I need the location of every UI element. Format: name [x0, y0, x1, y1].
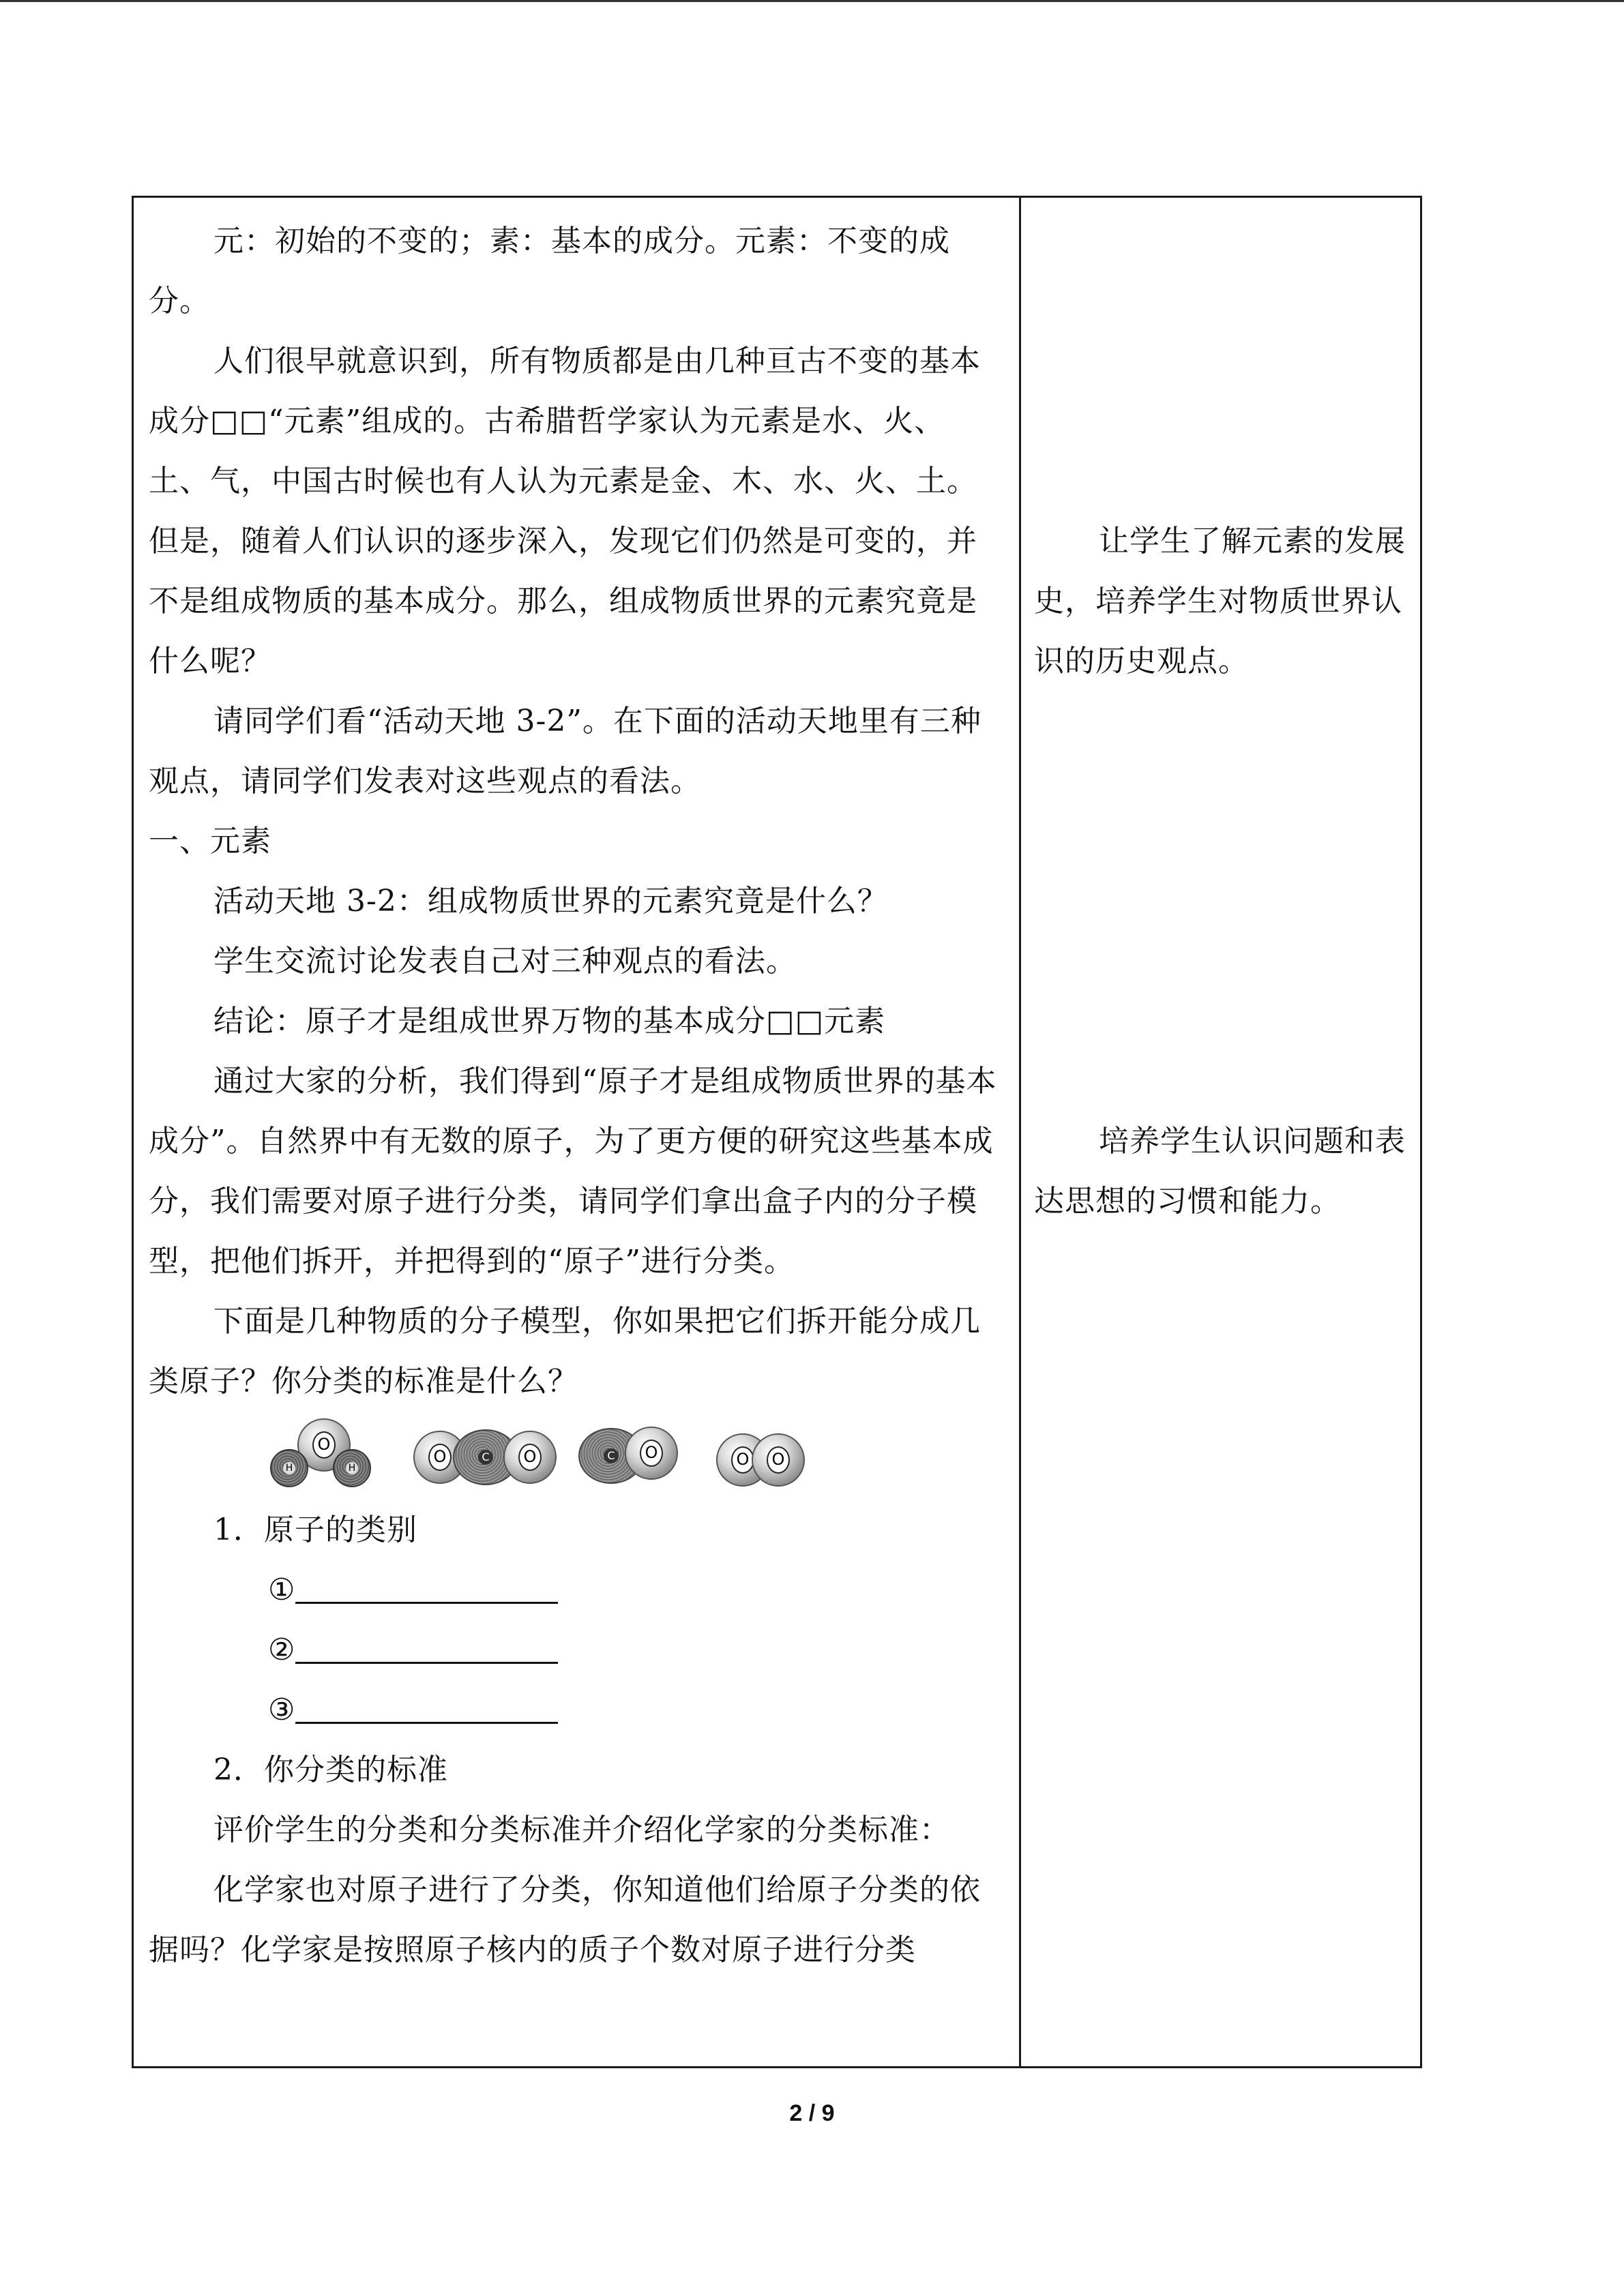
paragraph-activity-intro: 请同学们看“活动天地 3-2”。在下面的活动天地里有三种观点，请同学们发表对这些观点的看法。 [149, 704, 981, 799]
student-discussion: 学生交流讨论发表自己对三种观点的看法。 [213, 944, 797, 979]
activity-title: 活动天地 3-2：组成物质世界的元素究竟是什么？ [213, 884, 888, 919]
oxygen-atom: O [716, 1433, 769, 1487]
fill-in-blank[interactable] [295, 1688, 558, 1724]
paragraph-evaluation: 评价学生的分类和分类标准并介绍化学家的分类标准： [213, 1813, 950, 1847]
item-atom-categories: 1．原子的类别 [213, 1512, 417, 1547]
oxygen-atom: O [413, 1431, 467, 1484]
item-classification-standard: 2．你分类的标准 [213, 1753, 448, 1787]
oxygen-atom: O [297, 1418, 351, 1472]
blank-line: ① [149, 1560, 1005, 1620]
paragraph-atom-classification: 通过大家的分析，我们得到“原子才是组成物质世界的基本成分”。自然界中有无数的原子，为了更方便的研究这些基本成分，我们需要对原子进行分类，请同学们拿出盒子内的分子模型，把他们拆开，并把得到的“原子”进行分类。 [149, 1064, 997, 1279]
top-border-line [0, 0, 1624, 2]
paragraph-element-history: 人们很早就意识到，所有物质都是由几种亘古不变的基本成分□□“元素”组成的。古希腊哲学家认为元素是水、火、土、气，中国古时候也有人认为元素是金、木、水、火、土。但是，随着人们认识的逐步深入，发现它们仍然是可变的，并不是组成物质的基本成分。那么，组成物质世界的元素究竟是什么呢？ [149, 344, 981, 679]
intent-history: 让学生了解元素的发展史，培养学生对物质世界认识的历史观点。 [1034, 524, 1406, 679]
oxygen-atom: O [752, 1433, 805, 1487]
column-divider [1019, 198, 1021, 2066]
section-heading-element: 一、元素 [149, 824, 271, 859]
teaching-content-column [149, 211, 1005, 1980]
page-number: 2 / 9 [789, 2100, 835, 2126]
molecule-models-figure [244, 1412, 1005, 1500]
hydrogen-atom: H [333, 1449, 371, 1487]
fill-in-blank[interactable] [295, 1628, 558, 1664]
intent-expression: 培养学生认识问题和表达思想的习惯和能力。 [1034, 1124, 1406, 1219]
paragraph-molecule-question: 下面是几种物质的分子模型，你如果把它们拆开能分成几类原子？你分类的标准是什么？ [149, 1304, 981, 1399]
blank-line: ③ [149, 1680, 1005, 1740]
hydrogen-atom: H [270, 1449, 308, 1487]
fill-in-blank[interactable] [295, 1568, 558, 1604]
carbon-atom: C [578, 1428, 644, 1484]
lesson-table [132, 196, 1422, 2068]
oxygen-atom: O [625, 1427, 678, 1480]
blank-line: ② [149, 1620, 1005, 1680]
paragraph-chemist-classification: 化学家也对原子进行了分类，你知道他们给原子分类的依据吗？化学家是按照原子核内的质子个数对原子进行分类 [149, 1873, 981, 1967]
paragraph-element-meaning: 元：初始的不变的；素：基本的成分。元素：不变的成分。 [149, 224, 950, 318]
oxygen-atom: O [503, 1431, 557, 1484]
conclusion-text: 结论：原子才是组成世界万物的基本成分□□元素 [213, 1004, 886, 1039]
carbon-atom: C [453, 1429, 518, 1485]
